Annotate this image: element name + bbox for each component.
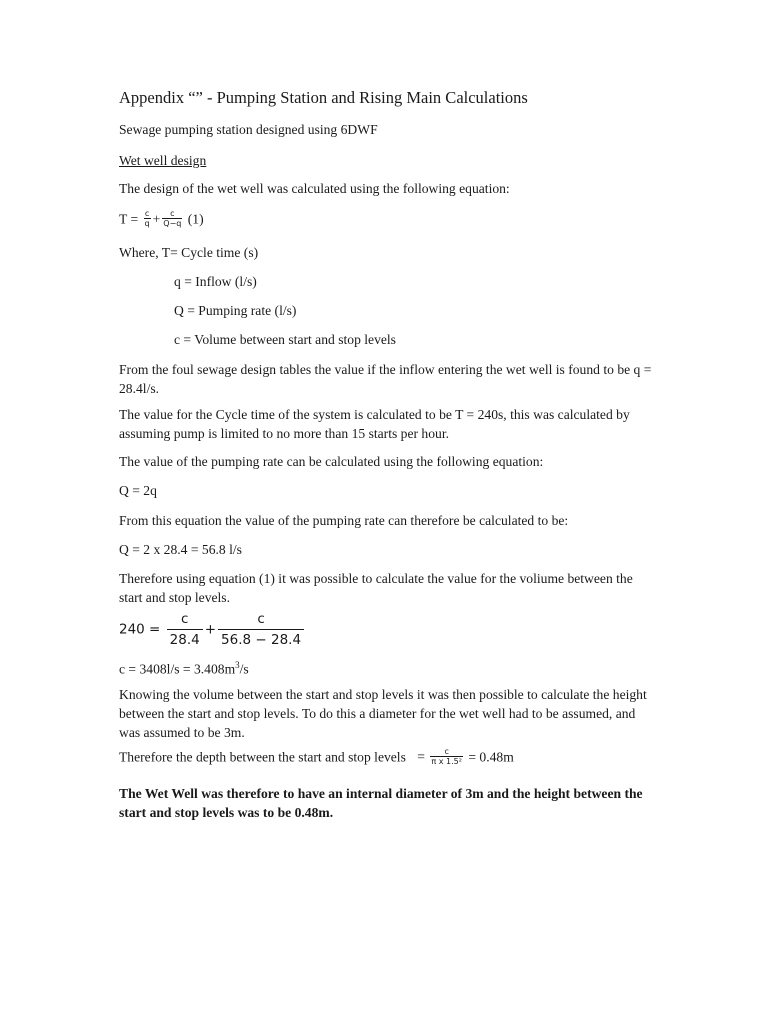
eq240-frac1-den: 28.4 bbox=[169, 632, 200, 648]
definition-c: c = Volume between start and stop levels bbox=[174, 332, 396, 347]
eq1-fraction-2 bbox=[162, 209, 182, 228]
depth-equals: = bbox=[417, 749, 425, 765]
eq240-plus: + bbox=[204, 621, 217, 638]
c-result-superscript: 3 bbox=[235, 660, 240, 670]
conclusion: The Wet Well was therefore to have an internal diameter of 3m and the height between the start and stop levels was to be 0.48m. bbox=[119, 786, 643, 820]
c-result-prefix: c = 3408l/s = 3.408m bbox=[119, 661, 236, 677]
eq240-frac1-num: c bbox=[167, 610, 203, 630]
depth-frac-den: π x 1.5² bbox=[431, 757, 462, 767]
eq1-frac1-den: q bbox=[144, 219, 150, 229]
eq1-frac2-den: Q−q bbox=[163, 219, 182, 229]
paragraph-therefore: Therefore using equation (1) it was possible to calculate the value for the voliume between the start and stop levels. bbox=[119, 571, 633, 605]
equation-Q: Q = 2q bbox=[119, 483, 157, 498]
eq240-fraction-1 bbox=[167, 610, 203, 649]
eq1-reference: (1) bbox=[187, 211, 204, 227]
eq1-frac2-num: c bbox=[162, 209, 182, 219]
definition-Q: Q = Pumping rate (l/s) bbox=[174, 303, 297, 318]
c-result-suffix: /s bbox=[239, 661, 249, 677]
eq1-plus: + bbox=[152, 211, 161, 227]
equation-240 bbox=[119, 610, 306, 649]
depth-prefix: Therefore the depth between the start and stop levels bbox=[119, 749, 406, 765]
where-line: Where, T= Cycle time (s) bbox=[119, 245, 259, 260]
depth-equation bbox=[119, 746, 514, 766]
section-heading: Wet well design bbox=[119, 153, 207, 168]
depth-result: = 0.48m bbox=[468, 749, 514, 765]
eq1-lhs: T = bbox=[119, 211, 139, 227]
depth-frac-num: c bbox=[430, 747, 463, 757]
eq240-fraction-2 bbox=[218, 610, 304, 649]
depth-fraction bbox=[430, 747, 463, 766]
intro-line: Sewage pumping station designed using 6DWF bbox=[119, 122, 378, 137]
paragraph-pumping-rate: The value of the pumping rate can be calculated using the following equation: bbox=[119, 454, 544, 469]
eq240-lhs: 240 = bbox=[119, 621, 161, 638]
c-result bbox=[119, 656, 249, 679]
eq1-frac1-num: c bbox=[144, 209, 150, 219]
definition-q: q = Inflow (l/s) bbox=[174, 274, 257, 289]
page-title: Appendix “” - Pumping Station and Rising Main Calculations bbox=[119, 88, 528, 107]
paragraph-cycle-time: The value for the Cycle time of the system is calculated to be T = 240s, this was calculated by assuming pump is limited to no more than 15 starts per hour. bbox=[119, 407, 630, 441]
eq240-frac2-den: 56.8 − 28.4 bbox=[221, 632, 302, 648]
equation-Q-value: Q = 2 x 28.4 = 56.8 l/s bbox=[119, 542, 242, 557]
paragraph-knowing: Knowing the volume between the start and stop levels it was then possible to calculate the height between the start and stop levels. To do this a diameter for the wet well had to be assumed, and was assumed to be 3m. bbox=[119, 687, 647, 740]
eq1-fraction-1 bbox=[144, 209, 151, 228]
paragraph-from-equation: From this equation the value of the pumping rate can therefore be calculated to be: bbox=[119, 513, 569, 528]
paragraph-inflow: From the foul sewage design tables the value if the inflow entering the wet well is found to be q = 28.4l/s. bbox=[119, 362, 652, 396]
equation-intro: The design of the wet well was calculated using the following equation: bbox=[119, 181, 510, 196]
eq240-frac2-num: c bbox=[218, 610, 304, 630]
equation-1 bbox=[119, 208, 204, 228]
